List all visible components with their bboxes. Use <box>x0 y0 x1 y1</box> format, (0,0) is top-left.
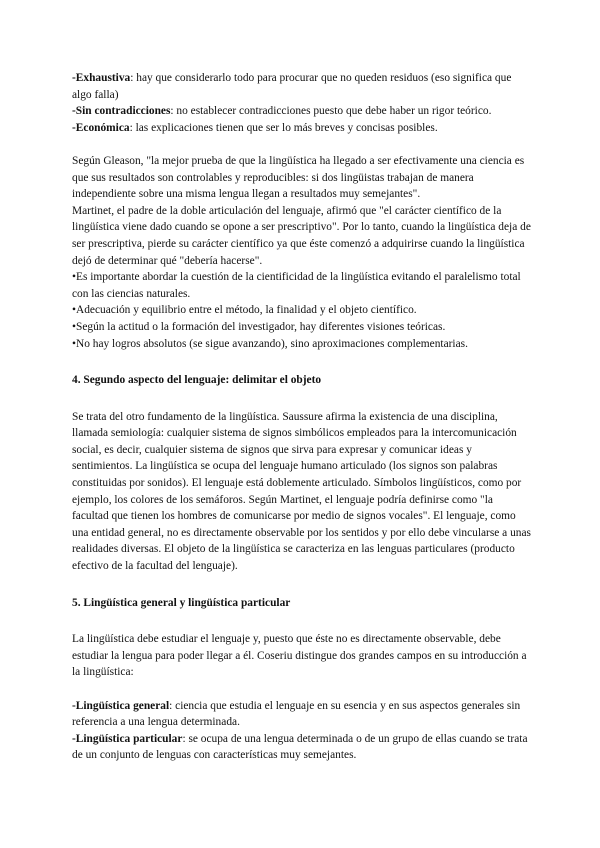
bullet-item: •Adecuación y equilibrio entre el método, la finalidad y el objeto científico. <box>72 304 417 317</box>
gleason-paragraph: Según Gleason, "la mejor prueba de que la lingüística ha llegado a ser efectivamente una ciencia es que sus resultados son controlables y reproducibles: si dos lingüistas trabajan de manera independiente sobre una misma lengua llegan a resultados muy semejantes". <box>72 154 525 201</box>
section-4-body: Se trata del otro fundamento de la lingüística. Saussure afirma la existencia de una disciplina, llamada semiología: cualquier sistema de signos simbólicos empleados para la intercomunicación social, es decir, cualquier sistema de signos que sirva para expresar y comunicar ideas y sentimientos. La lingüística se ocupa del lenguaje humano articulado (los signos son palabras constituidas por sonidos). El lenguaje está doblemente articulado. Símbolos lingüísticos, como por ejemplo, los colores de los semáforos. Según Martinet, el lenguaje podría definirse como "la facultad que tienen los hombres de comunicarse por medio de signos vocales". El lenguaje, como una entidad general, no es directamente observable por los sentidos y por ello debe vincularse a unas realidades diversas. El objeto de la lingüística se caracteriza en las lenguas particulares (producto efectivo de la facultad del lenguaje). <box>72 410 531 573</box>
document-page <box>72 70 532 764</box>
definition: : ciencia que estudia el lenguaje en su esencia y en sus aspectos generales sin referencia a una lengua determinada. <box>72 699 521 729</box>
term: -Económica <box>72 121 130 134</box>
section-5-body: La lingüística debe estudiar el lenguaje y, puesto que éste no es directamente observable, debe estudiar la lengua para poder llegar a él. Coseriu distingue dos grandes campos en su introducción a la lingüística: <box>72 633 527 679</box>
bullet-item: •Es importante abordar la cuestión de la cientificidad de la lingüística evitando el paralelismo total con las ciencias naturales. <box>72 271 521 300</box>
linguistica-general-item <box>72 698 532 731</box>
martinet-paragraph: Martinet, el padre de la doble articulación del lenguaje, afirmó que "el carácter científico de la lingüística viene dado cuando se opone a ser prescriptivo". Por lo tanto, cuando la lingüística deja de ser prescriptiva, pierde su carácter científico ya que éste comenzó a adquirirse cuando la lingüística dejó de determinar qué "debería hacerse". <box>72 204 531 267</box>
definition: : las explicaciones tienen que ser lo más breves y concisas posibles. <box>129 121 438 134</box>
term: -Exhaustiva <box>72 72 131 84</box>
bullet-item: •No hay logros absolutos (se sigue avanzando), sino aproximaciones complementarias. <box>72 337 468 350</box>
term: -Sin contradicciones <box>72 105 171 118</box>
section-5-heading: 5. Lingüística general y lingüística particular <box>72 596 291 609</box>
term: -Lingüística general <box>72 699 170 712</box>
section-4-heading: 4. Segundo aspecto del lenguaje: delimitar el objeto <box>72 374 322 387</box>
linguistica-particular-item <box>72 731 532 764</box>
term: -Lingüística particular <box>72 732 183 745</box>
definition: : se ocupa de una lengua determinada o de un grupo de ellas cuando se trata de un conjunto de lenguas con características muy semejantes. <box>72 732 528 762</box>
criterion-sin-contradicciones <box>72 103 532 120</box>
criterion-economica <box>72 120 532 137</box>
definition: : hay que considerarlo todo para procurar que no queden residuos (eso significa que algo falla) <box>72 72 512 101</box>
definition: : no establecer contradicciones puesto que debe haber un rigor teórico. <box>170 105 492 118</box>
bullet-item: •Según la actitud o la formación del investigador, hay diferentes visiones teóricas. <box>72 320 446 333</box>
criterion-exhaustiva <box>72 70 532 103</box>
